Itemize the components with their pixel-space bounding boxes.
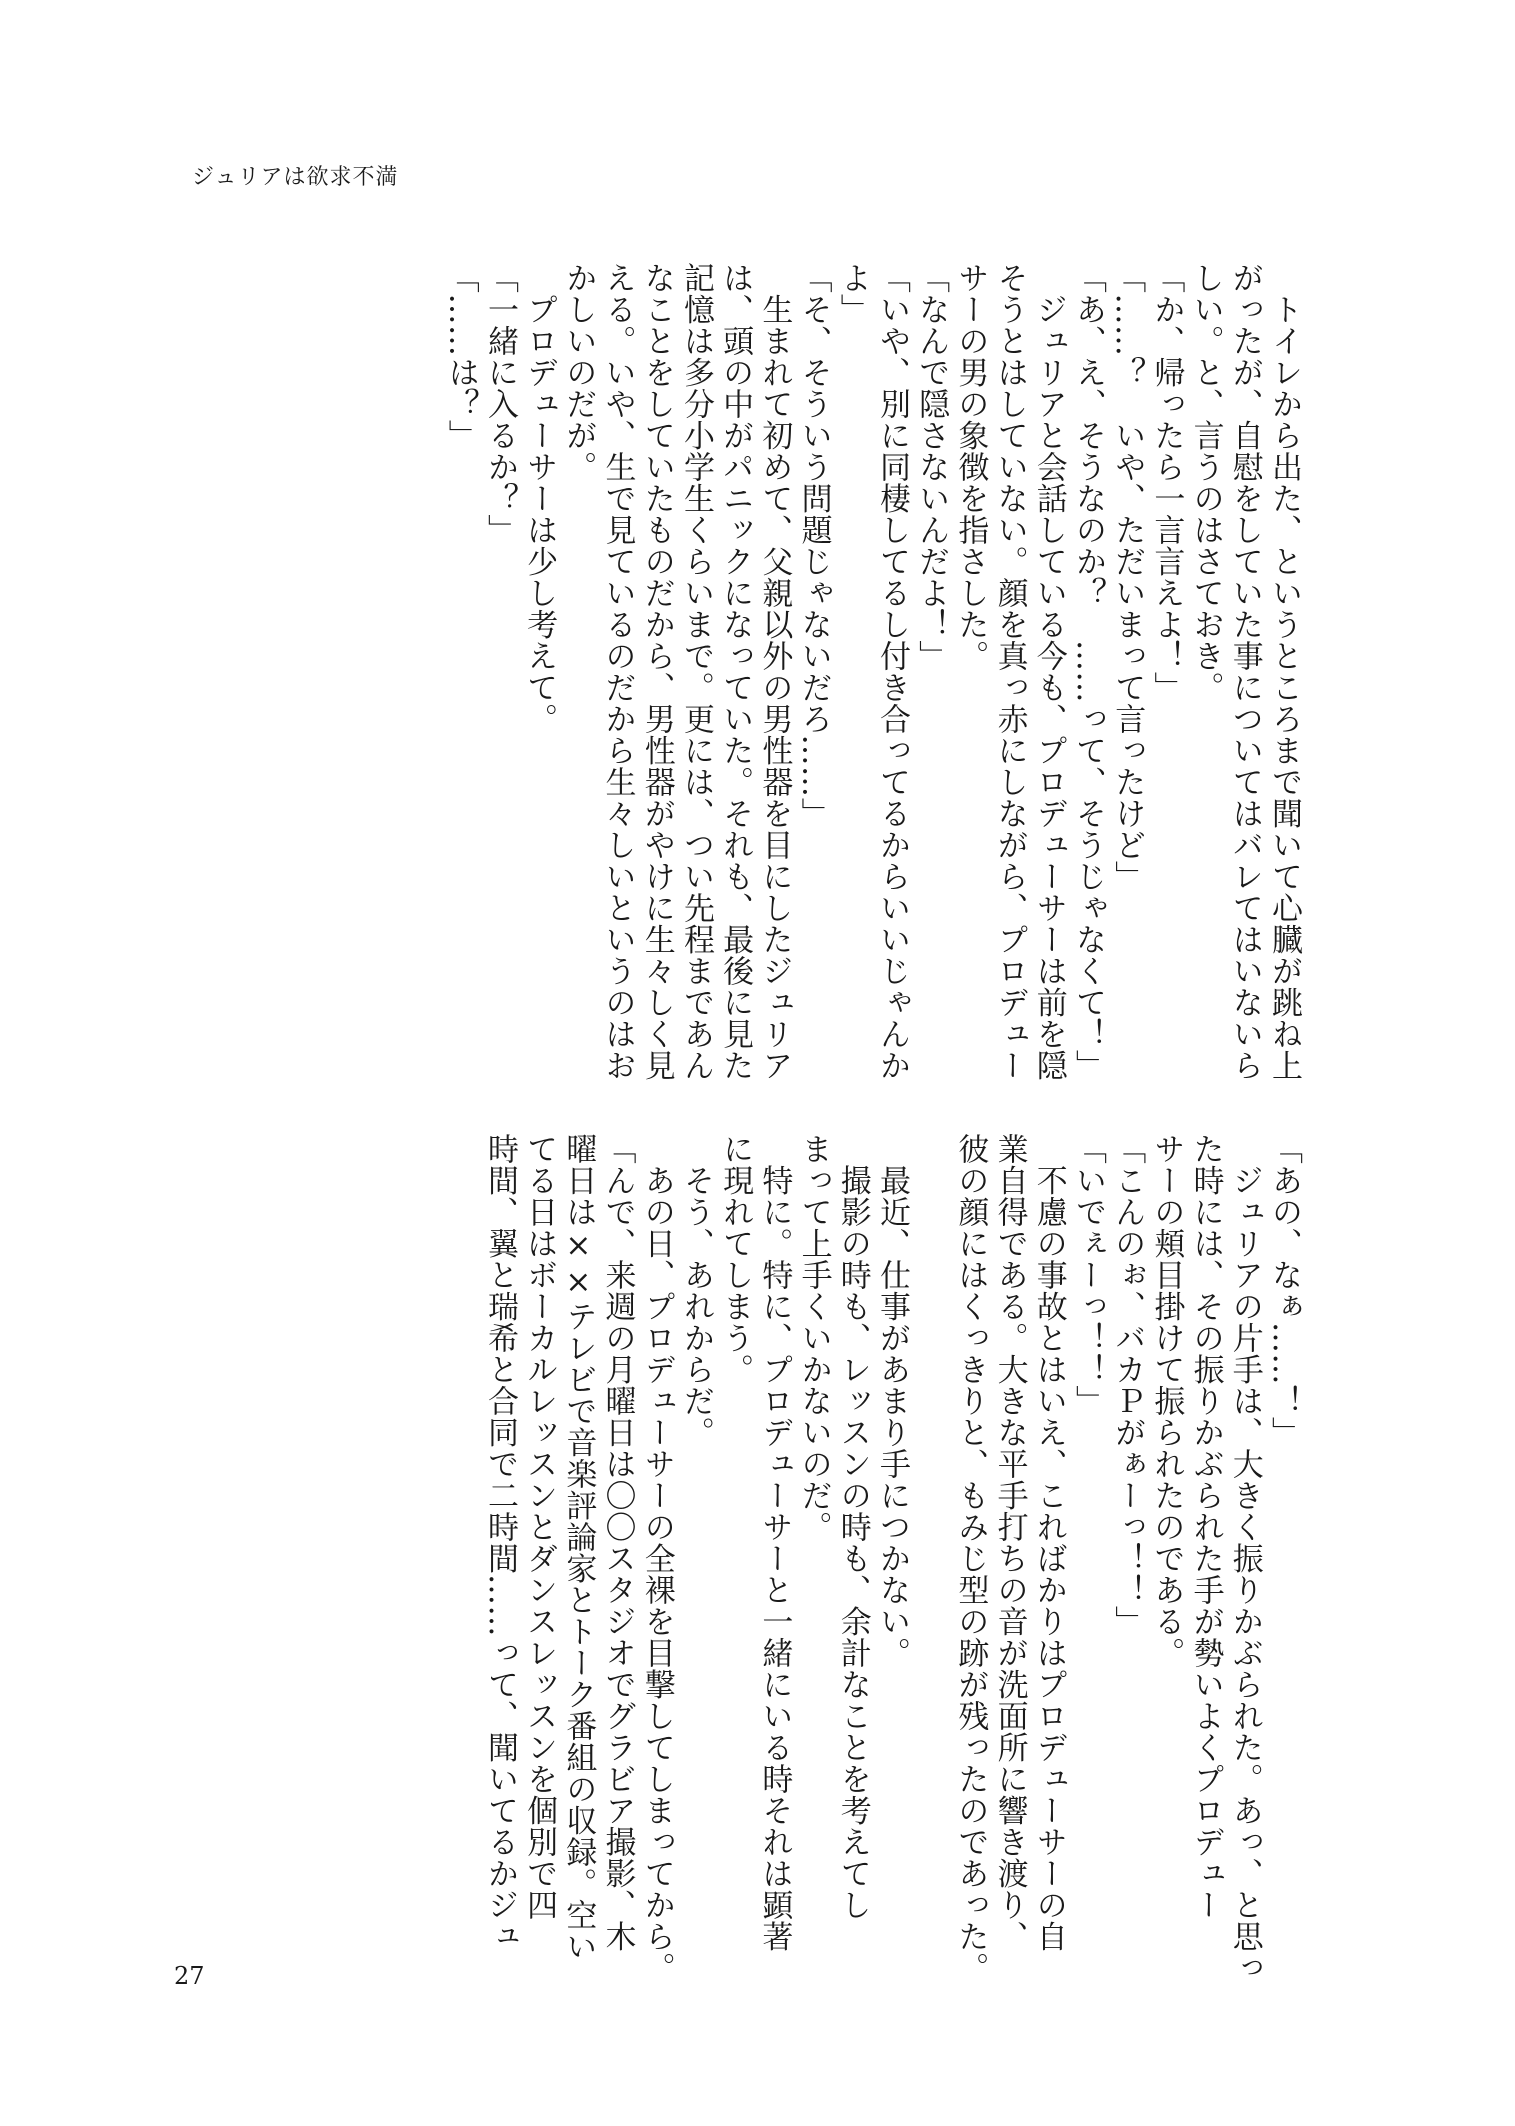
text-column: 業自得である。大きな平手打ちの音が洗面所に響き渡り、: [991, 1133, 1028, 1952]
text-column: プロデューサーは少し考えて。: [521, 262, 558, 735]
text-column: 記憶は多分小学生くらいまで。更には、つい先程まであん: [677, 262, 714, 1081]
text-column: に現れてしまう。: [717, 1133, 754, 1385]
text-column: 撮影の時も、レッスンの時も、余計なことを考えてし: [834, 1133, 871, 1921]
text-column: しい。と、言うのはさておき。: [1187, 262, 1224, 703]
text-column: 時間、翼と瑞希と合同で二時間……って、聞いてるかジュ: [481, 1133, 518, 1952]
text-column: 「一緒に入るか？」: [481, 262, 518, 546]
page-number: 27: [174, 1962, 205, 1990]
text-column: 「あ、え、そうなのか？ ……って、そうじゃなくて！」: [1069, 262, 1106, 1081]
text-column: 「んで、来週の月曜日は〇〇スタジオでグラビア撮影、木: [599, 1133, 636, 1952]
text-column: そうとはしていない。顔を真っ赤にしながら、プロデュー: [991, 262, 1028, 1081]
text-column: 不慮の事故とはいえ、こればかりはプロデューサーの自: [1030, 1133, 1067, 1952]
text-column: ジュリアと会話している今も、プロデューサーは前を隠: [1030, 262, 1067, 1081]
text-column: 特に。特に、プロデューサーと一緒にいる時それは顕著: [756, 1133, 793, 1952]
text-column: 「あの、なぁ……！」: [1266, 1133, 1302, 1448]
text-column: 「そ、そういう問題じゃないだろ……」: [795, 262, 832, 829]
text-column: まって上手くいかないのだ。: [795, 1133, 832, 1543]
text-column: よ」: [834, 262, 871, 325]
blank-column: [911, 1133, 950, 2013]
text-column: トイレから出た、というところまで聞いて心臓が跳ね上: [1266, 262, 1302, 1081]
text-column: そう、あれからだ。: [677, 1133, 714, 1448]
text-column: 「か、帰ったら一言言えよ！」: [1148, 262, 1185, 703]
running-header: ジュリアは欲求不満: [192, 165, 399, 190]
text-column: 「なんで隠さないんだよ！」: [913, 262, 950, 672]
text-column: 最近、仕事があまり手につかない。: [873, 1133, 910, 1669]
text-column: かしいのだが。: [560, 262, 597, 483]
text-column: あの日、プロデューサーの全裸を目撃してしまってから。: [638, 1133, 675, 1984]
text-column: は、頭の中がパニックになっていた。それも、最後に見た: [717, 262, 754, 1081]
text-column: ジュリアの片手は、大きく振りかぶられた。あっ、と思っ: [1226, 1133, 1263, 1984]
text-column: サーの男の象徴を指さした。: [952, 262, 989, 672]
text-column: 「……？ いや、ただいまって言ったけど」: [1109, 262, 1146, 892]
text-column: た時には、その振りかぶられた手が勢いよくプロデュー: [1187, 1133, 1224, 1921]
text-column: てる日はボーカルレッスンとダンスレッスンを個別で四: [521, 1133, 558, 1921]
text-column: える。いや、生で見ているのだから生々しいというのはお: [599, 262, 636, 1081]
text-column: 「いや、別に同棲してるし付き合ってるからいいじゃんか: [873, 262, 910, 1081]
text-column: 「……は？」: [442, 262, 479, 451]
text-column: サーの頬目掛けて振られたのである。: [1148, 1133, 1185, 1669]
text-column: なことをしていたものだから、男性器がやけに生々しく見: [638, 262, 675, 1081]
lower-text-block: [203, 1133, 1303, 2013]
text-column: 曜日は××テレビで音楽評論家とトーク番組の収録。空い: [560, 1133, 597, 1962]
upper-text-block: [203, 262, 1303, 1142]
text-column: 彼の顔にはくっきりと、もみじ型の跡が残ったのであった。: [952, 1133, 989, 1984]
text-column: がったが、自慰をしていた事についてはバレてはいないら: [1226, 262, 1263, 1081]
text-column: 「こんのぉ、バカＰがぁーっ！！」: [1109, 1133, 1146, 1637]
text-column: 「いでぇーっ！！」: [1069, 1133, 1106, 1417]
text-column: 生まれて初めて、父親以外の男性器を目にしたジュリア: [756, 262, 793, 1081]
